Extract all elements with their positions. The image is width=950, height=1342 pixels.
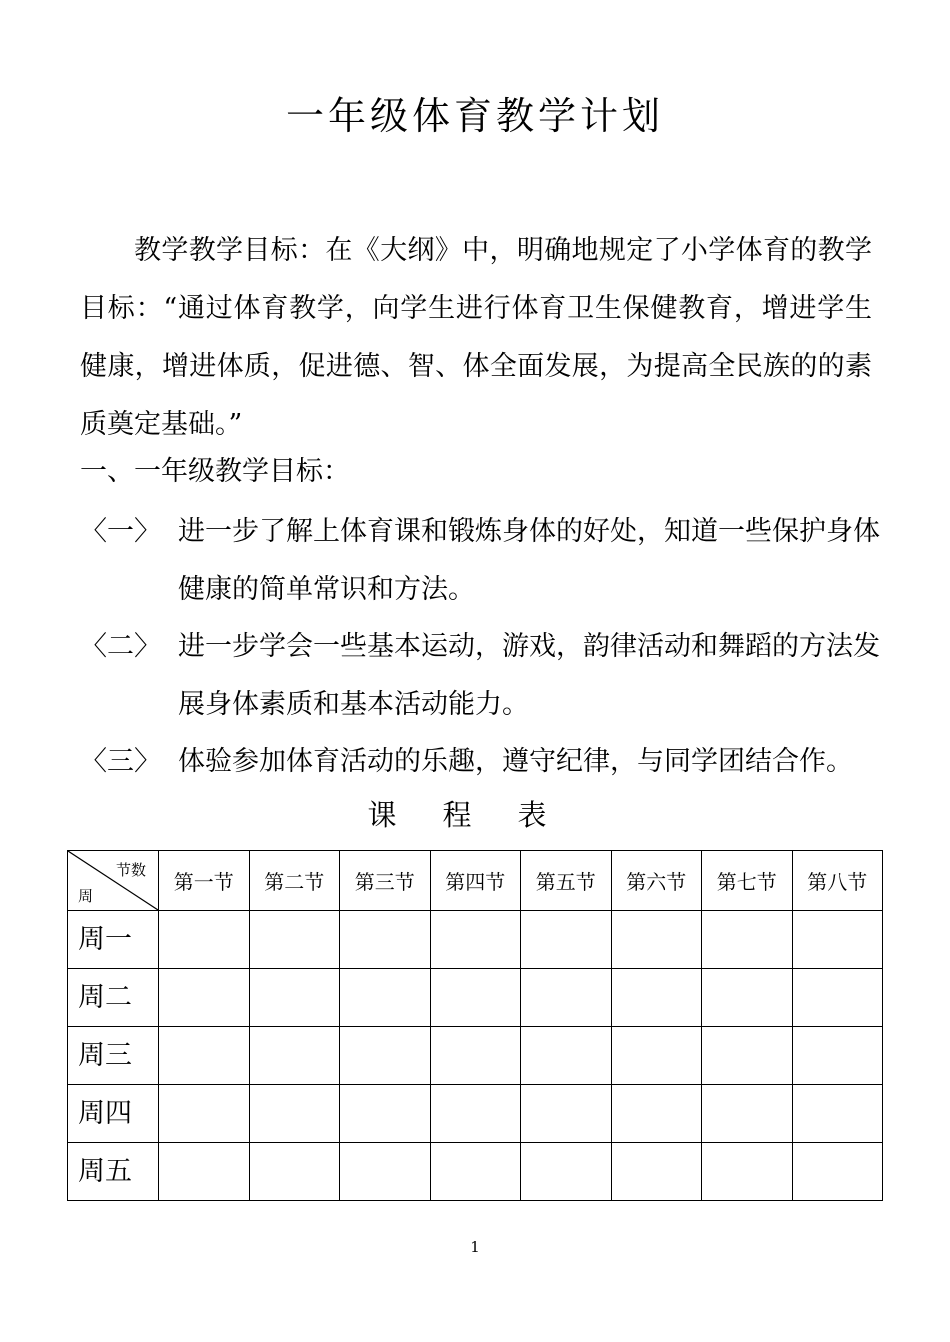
goal-number: 〈二〉 bbox=[80, 631, 161, 662]
goal-text: 体验参加体育活动的乐趣，遵守纪律，与同学团结合作。 bbox=[178, 746, 853, 777]
table-row bbox=[68, 969, 883, 1027]
table-cell bbox=[611, 1085, 702, 1143]
table-cell bbox=[611, 911, 702, 969]
table-cell bbox=[430, 1085, 521, 1143]
column-header: 第六节 bbox=[611, 851, 702, 911]
column-header: 第四节 bbox=[430, 851, 521, 911]
table-cell bbox=[340, 969, 431, 1027]
intro-paragraph: 教学教学目标：在《大纲》中，明确地规定了小学体育的教学目标：“通过体育教学，向学生进行体育卫生保健教育，增进学生健康，增进体质，促进德、智、体全面发展，为提高全民族的的素质奠定基础。” bbox=[80, 235, 872, 440]
column-header: 第五节 bbox=[521, 851, 612, 911]
table-cell bbox=[159, 1085, 250, 1143]
table-cell bbox=[792, 1143, 883, 1201]
column-header: 第三节 bbox=[340, 851, 431, 911]
table-cell bbox=[249, 1143, 340, 1201]
column-header: 第七节 bbox=[702, 851, 793, 911]
table-row bbox=[68, 1085, 883, 1143]
row-header: 周五 bbox=[68, 1143, 159, 1201]
table-cell bbox=[521, 1027, 612, 1085]
goal-text: 进一步了解上体育课和锻炼身体的好处，知道一些保护身体健康的简单常识和方法。 bbox=[178, 516, 880, 605]
table-cell bbox=[159, 911, 250, 969]
table-cell bbox=[611, 1143, 702, 1201]
table-cell bbox=[702, 1143, 793, 1201]
corner-top-label: 节数 bbox=[115, 861, 146, 879]
table-cell bbox=[340, 1143, 431, 1201]
table-cell bbox=[430, 1143, 521, 1201]
row-header: 周四 bbox=[68, 1085, 159, 1143]
table-cell bbox=[340, 1085, 431, 1143]
table-cell bbox=[611, 1027, 702, 1085]
corner-bottom-label: 周 bbox=[78, 887, 94, 905]
goal-item-1 bbox=[80, 503, 880, 619]
table-cell bbox=[249, 911, 340, 969]
table-cell bbox=[521, 1143, 612, 1201]
column-header: 第八节 bbox=[792, 851, 883, 911]
section-heading: 一、一年级教学目标： bbox=[80, 456, 350, 487]
table-cell bbox=[792, 1085, 883, 1143]
table-cell bbox=[521, 1085, 612, 1143]
table-cell bbox=[702, 969, 793, 1027]
table-cell bbox=[249, 969, 340, 1027]
table-cell bbox=[430, 911, 521, 969]
corner-cell bbox=[68, 851, 159, 911]
column-header: 第二节 bbox=[249, 851, 340, 911]
schedule-table bbox=[67, 850, 883, 1201]
table-cell bbox=[430, 1027, 521, 1085]
goal-number: 〈一〉 bbox=[80, 516, 161, 547]
table-cell bbox=[702, 1027, 793, 1085]
table-cell bbox=[249, 1027, 340, 1085]
table-cell bbox=[249, 1085, 340, 1143]
table-cell bbox=[792, 969, 883, 1027]
table-cell bbox=[792, 1027, 883, 1085]
document-title: 一年级体育教学计划 bbox=[285, 94, 664, 138]
table-row bbox=[68, 1143, 883, 1201]
table-row bbox=[68, 1027, 883, 1085]
table-row bbox=[68, 911, 883, 969]
table-cell bbox=[521, 969, 612, 1027]
table-title: 课程表 bbox=[367, 798, 593, 832]
table-cell bbox=[792, 911, 883, 969]
goal-item-3 bbox=[80, 733, 880, 791]
goal-text: 进一步学会一些基本运动，游戏，韵律活动和舞蹈的方法发展身体素质和基本活动能力。 bbox=[178, 631, 880, 720]
table-cell bbox=[702, 1085, 793, 1143]
table-cell bbox=[340, 1027, 431, 1085]
goal-item-2 bbox=[80, 618, 880, 734]
table-cell bbox=[159, 1143, 250, 1201]
column-header: 第一节 bbox=[159, 851, 250, 911]
table-cell bbox=[521, 911, 612, 969]
table-header-row bbox=[68, 851, 883, 911]
table-cell bbox=[340, 911, 431, 969]
row-header: 周一 bbox=[68, 911, 159, 969]
row-header: 周三 bbox=[68, 1027, 159, 1085]
table-cell bbox=[159, 969, 250, 1027]
table-cell bbox=[159, 1027, 250, 1085]
table-cell bbox=[702, 911, 793, 969]
goal-number: 〈三〉 bbox=[80, 746, 161, 777]
table-cell bbox=[611, 969, 702, 1027]
row-header: 周二 bbox=[68, 969, 159, 1027]
page-number: 1 bbox=[470, 1238, 480, 1256]
table-cell bbox=[430, 969, 521, 1027]
